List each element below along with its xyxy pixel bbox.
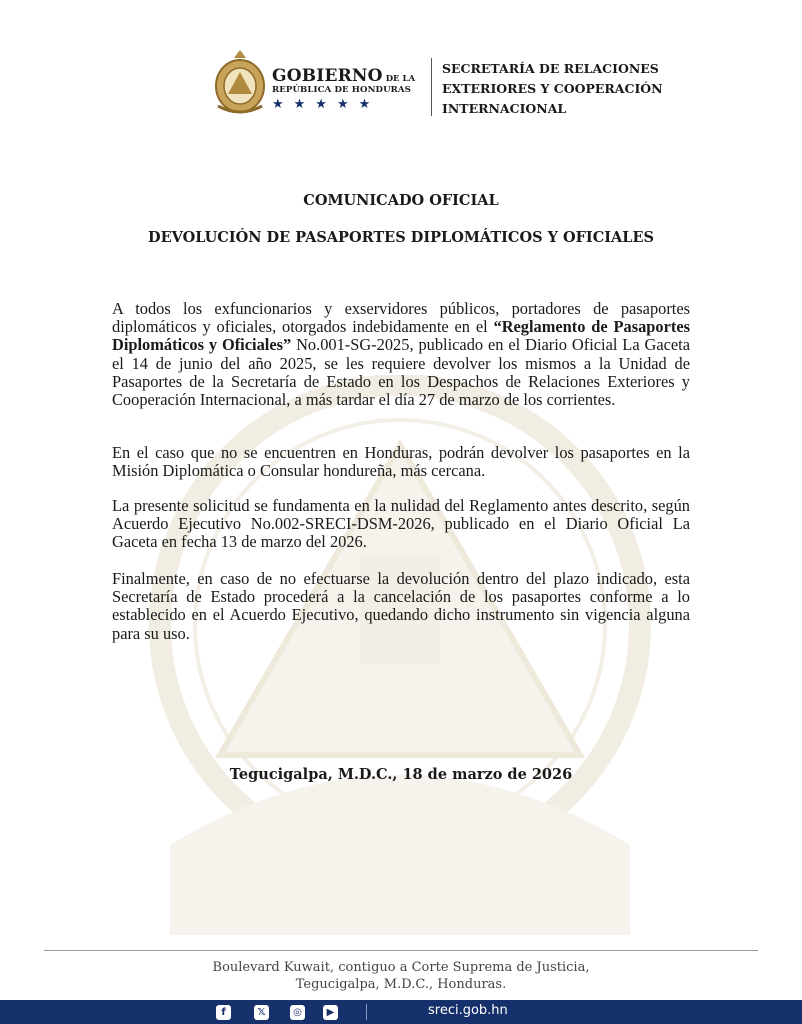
secretaria-line-3: INTERNACIONAL	[442, 101, 567, 116]
document-subtitle: DEVOLUCIÓN DE PASAPORTES DIPLOMÁTICOS Y OFICIALES	[148, 229, 654, 246]
address-line-2: Tegucigalpa, M.D.C., Honduras.	[295, 977, 507, 992]
address-line-1: Boulevard Kuwait, contiguo a Corte Suprema de Justicia,	[212, 960, 590, 975]
gobierno-logo-text	[272, 66, 424, 112]
paragraph-1-part-2: No.001-SG-2025, publicado en el Diario Oficial La Gaceta el 14 de junio del año 2025, se les requiere devolver los mismos a la Unidad de Pasaportes de la Secretaría de Estado en los Despachos de Relaciones Exteriores y Cooperación Internacional, a más tardar el día 27 de marzo de los corrientes.	[112, 335, 690, 410]
secretaria-line-1: SECRETARÍA DE RELACIONES	[442, 61, 659, 76]
paragraph-1	[112, 300, 690, 409]
facebook-icon[interactable]: f	[216, 1005, 231, 1020]
secretaria-line-2: EXTERIORES Y COOPERACIÓN	[442, 81, 663, 96]
footer-bar	[0, 1000, 802, 1024]
secretaria-name	[442, 59, 663, 119]
coat-of-arms-icon	[212, 48, 268, 118]
paragraph-2: En el caso que no se encuentren en Honduras, podrán devolver los pasaportes en la Misión Diplomática o Consular hondureña, más cercana.	[112, 443, 690, 481]
stars-icon: ★★★★★	[272, 97, 381, 112]
document-title: COMUNICADO OFICIAL	[303, 192, 499, 209]
youtube-icon[interactable]: ▶	[323, 1005, 338, 1020]
paragraph-1-part-1: A todos los exfuncionarios y exservidores públicos, portadores de pasaportes diplomáticos y oficiales, otorgados indebidamente en el	[112, 299, 690, 337]
x-icon[interactable]: 𝕏	[254, 1005, 269, 1020]
gobierno-word: GOBIERNO	[272, 66, 383, 86]
place-and-date: Tegucigalpa, M.D.C., 18 de marzo de 2026	[229, 766, 573, 783]
gobierno-republica: REPÚBLICA DE HONDURAS	[272, 85, 411, 95]
letterhead	[212, 48, 672, 118]
website-link[interactable]: sreci.gob.hn	[428, 1003, 508, 1018]
paragraph-3: La presente solicitud se fundamenta en la nulidad del Reglamento antes descrito, según Acuerdo Ejecutivo No.002-SRECI-DSM-2026, publicado en el Diario Oficial La Gaceta en fecha 13 de marzo del 2026.	[112, 496, 690, 552]
footer-address	[0, 959, 802, 993]
paragraph-4: Finalmente, en caso de no efectuarse la devolución dentro del plazo indicado, esta Secretaría de Estado procederá a la cancelación de los pasaportes conforme a lo establecido en el Acuerdo Ejecutivo, quedando dicho instrumento sin vigencia alguna para su uso.	[112, 569, 690, 643]
gobierno-dela: DE LA	[385, 74, 416, 84]
paragraph-1-bold: “Reglamento de Pasaportes Diplomáticos y Oficiales”	[112, 317, 690, 355]
footer-divider	[44, 950, 758, 951]
instagram-icon[interactable]: ◎	[290, 1005, 305, 1020]
footer-bar-divider	[366, 1004, 367, 1020]
header-divider	[431, 58, 432, 116]
